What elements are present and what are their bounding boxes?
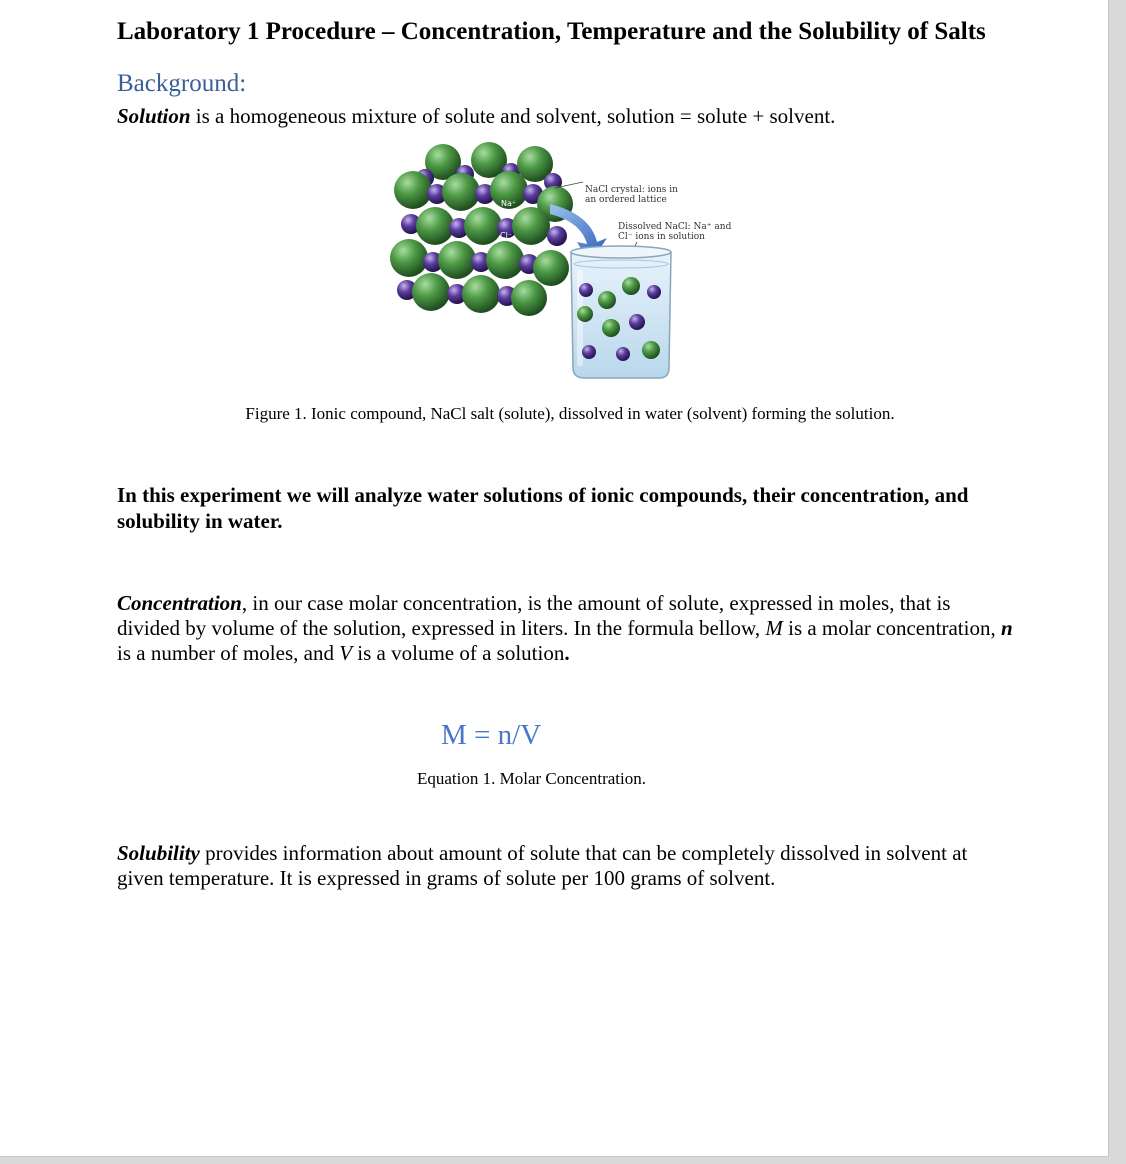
concentration-text-3: is a number of moles, and: [117, 641, 340, 665]
chloride-ion-label: Cl⁻: [500, 231, 513, 240]
solubility-definition: [117, 841, 1017, 891]
page-title: Laboratory 1 Procedure – Concentration, Temperature and the Solubility of Salts: [117, 18, 986, 45]
solution-term: Solution: [117, 104, 191, 128]
figure-caption: Figure 1. Ionic compound, NaCl salt (solute), dissolved in water (solvent) forming the solution.: [245, 404, 895, 423]
concentration-definition: [117, 591, 1017, 666]
concentration-text-1: , in our case molar concentration, is the amount of solute, expressed in moles, that is divided by volume of the solution, expressed in liters. In the formula bellow,: [117, 591, 951, 640]
nacl-dissolution-figure: [385, 142, 745, 387]
dissolved-label-line2: Cl⁻ ions in solution: [618, 232, 705, 242]
background-heading: Background:: [117, 70, 247, 97]
variable-m: M: [765, 616, 783, 640]
crystal-label-line2: an ordered lattice: [585, 195, 667, 205]
concentration-text-4: is a volume of a solution: [352, 641, 565, 665]
molarity-equation: M = n/V: [441, 719, 542, 751]
concentration-term: Concentration: [117, 591, 242, 615]
solubility-term: Solubility: [117, 841, 200, 865]
solution-text: is a homogeneous mixture of solute and solvent, solution = solute + solvent.: [190, 104, 836, 128]
equation-caption: Equation 1. Molar Concentration.: [417, 769, 646, 788]
solubility-text: provides information about amount of solute that can be completely dissolved in solvent at given temperature. It is expressed in grams of solute per 100 grams of solvent.: [117, 841, 968, 890]
nacl-crystal-lattice: [390, 142, 573, 316]
concentration-end: .: [564, 641, 570, 665]
dissolved-label-line1: Dissolved NaCl: Na⁺ and: [618, 222, 732, 232]
crystal-label-line1: NaCl crystal: ions in: [585, 185, 678, 195]
beaker: [571, 246, 671, 378]
variable-n: n: [1000, 616, 1013, 640]
solution-definition: [117, 104, 835, 129]
concentration-text-2: is a molar concentration,: [782, 616, 1001, 640]
experiment-summary: In this experiment we will analyze water solutions of ionic compounds, their concentration, and solubility in water.: [117, 483, 969, 533]
sodium-ion-label: Na⁺: [501, 199, 517, 208]
variable-v: V: [339, 641, 353, 665]
